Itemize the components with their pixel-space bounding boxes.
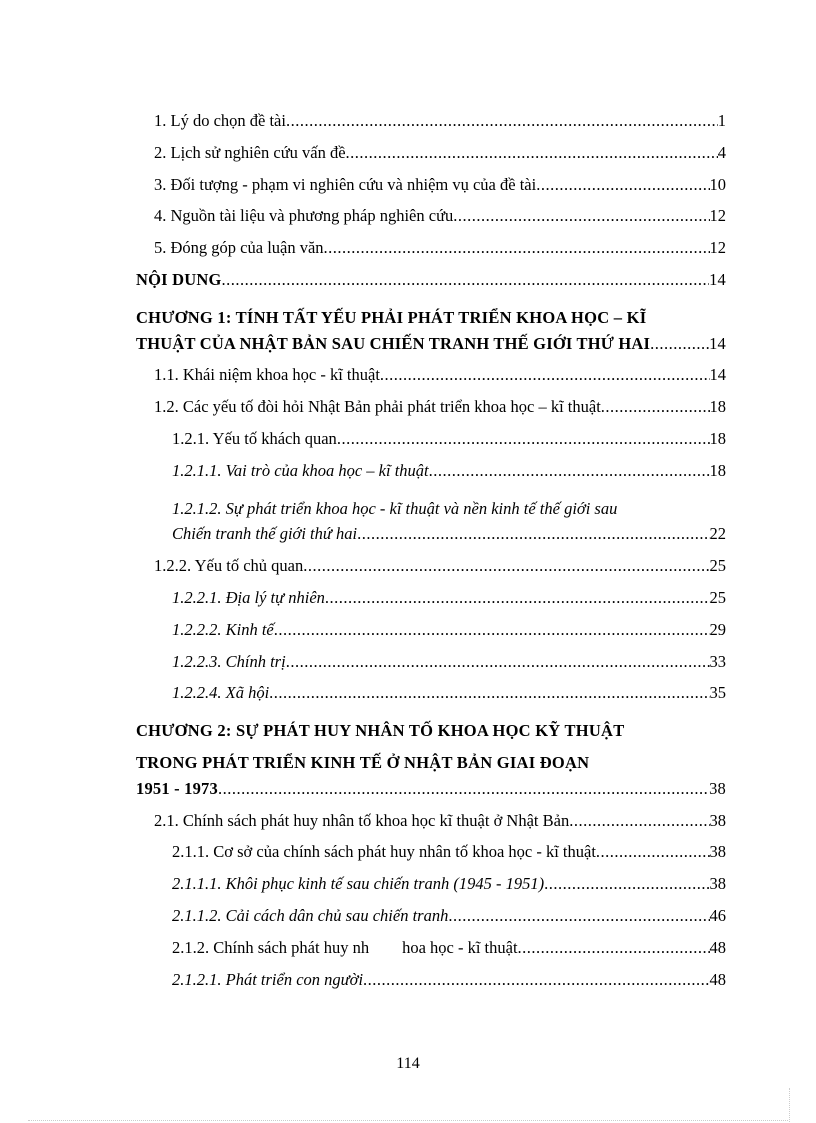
leader-dots xyxy=(650,334,709,354)
toc-entry: 1.2.2. Yếu tố chủ quan ..... 25 xyxy=(136,556,726,588)
toc-page: 18 xyxy=(709,428,726,448)
toc-page: 46 xyxy=(709,905,726,925)
toc-entry: 2.1.1.1. Khôi phục kinh tế sau chiến tranh (1945 - 1951) ..... 38 xyxy=(136,874,726,906)
toc-section-heading: NỘI DUNG ..... 14 xyxy=(136,270,726,302)
leader-dots xyxy=(536,175,709,195)
leader-dots xyxy=(429,461,710,481)
leader-dots xyxy=(221,270,709,290)
chapter-1-title-line-2: THUẬT CỦA NHẬT BẢN SAU CHIẾN TRANH THẾ GIỚI THỨ HAI ..... 14 xyxy=(136,334,726,366)
chapter-1-title-line-1: CHƯƠNG 1: TÍNH TẤT YẾU PHẢI PHÁT TRIỂN KHOA HỌC – KĨ xyxy=(136,307,647,327)
toc-page: 33 xyxy=(709,651,726,671)
toc-entry: 2. Lịch sử nghiên cứu vấn đề ..... 4 xyxy=(136,143,726,175)
toc-page: 48 xyxy=(709,969,726,989)
leader-dots xyxy=(448,906,709,926)
leader-dots xyxy=(324,238,710,258)
leader-dots xyxy=(303,556,709,576)
toc-entry: 1.2.2.3. Chính trị ..... 33 xyxy=(136,652,726,684)
toc-page: 4 xyxy=(717,142,726,162)
toc-page: 29 xyxy=(709,619,726,639)
toc-page: 12 xyxy=(709,206,726,226)
leader-dots xyxy=(269,683,709,703)
page-border-rule xyxy=(28,1120,788,1121)
toc-entry: 1.2.1. Yếu tố khách quan ..... 18 xyxy=(136,429,726,461)
toc-page: 38 xyxy=(709,778,726,798)
toc-entry: 2.1.1. Cơ sở của chính sách phát huy nhân tố khoa học - kĩ thuật ..... 38 xyxy=(136,842,726,874)
leader-dots xyxy=(380,365,710,385)
toc-page: 38 xyxy=(709,810,726,830)
chapter-2-title-line-2: TRONG PHÁT TRIỂN KINH TẾ Ở NHẬT BẢN GIAI ĐOẠN xyxy=(136,752,590,772)
toc-entry: 2.1. Chính sách phát huy nhân tố khoa học kĩ thuật ở Nhật Bản ..... 38 xyxy=(136,811,726,843)
toc-page: 25 xyxy=(709,587,726,607)
leader-dots xyxy=(346,143,718,163)
leader-dots xyxy=(544,874,709,894)
toc-entry: 1.2.2.1. Địa lý tự nhiên ..... 25 xyxy=(136,588,726,620)
leader-dots xyxy=(518,938,710,958)
toc-page: 35 xyxy=(709,683,726,703)
toc-entry: 1.1. Khái niệm khoa học - kĩ thuật ..... 14 xyxy=(136,365,726,397)
leader-dots xyxy=(325,588,710,608)
toc-page: 18 xyxy=(709,397,726,417)
leader-dots xyxy=(569,811,709,831)
leader-dots xyxy=(601,397,710,417)
page-border-rule-vertical xyxy=(789,1088,790,1122)
toc-page: 14 xyxy=(709,269,726,289)
leader-dots xyxy=(218,779,709,799)
toc-page: 1 xyxy=(717,111,726,130)
toc-entry-multiline: 1.2.1.2. Sự phát triển khoa học - kĩ thuật và nền kinh tế thế giới sau xyxy=(172,498,618,518)
toc-entry-continuation: Chiến tranh thế giới thứ hai ..... 22 xyxy=(136,524,726,556)
toc-entry: 2.1.1.2. Cải cách dân chủ sau chiến tranh ..... 46 xyxy=(136,906,726,938)
leader-dots xyxy=(453,206,709,226)
leader-dots xyxy=(286,111,718,131)
toc-page: 18 xyxy=(709,460,726,480)
toc-entry: 2.1.2. Chính sách phát huy nh hoa học - kĩ thuật ..... 48 xyxy=(136,938,726,970)
chapter-2-title-line-1: CHƯƠNG 2: SỰ PHÁT HUY NHÂN TỐ KHOA HỌC KỸ THUẬT xyxy=(136,721,625,741)
leader-dots xyxy=(337,429,710,449)
page-number: 114 xyxy=(396,1055,420,1072)
toc-page: 14 xyxy=(709,333,726,353)
toc-entry: 1. Lý do chọn đề tài ..... 1 xyxy=(136,111,726,143)
toc-page: 22 xyxy=(709,524,726,544)
leader-dots xyxy=(286,652,710,672)
toc-page: 10 xyxy=(709,174,726,194)
toc-entry: 1.2. Các yếu tố đòi hỏi Nhật Bản phải phát triển khoa học – kĩ thuật ..... 18 xyxy=(136,397,726,429)
toc-entry: 1.2.1.1. Vai trò của khoa học – kĩ thuật ..... 18 xyxy=(136,461,726,493)
leader-dots xyxy=(357,524,709,544)
table-of-contents xyxy=(136,111,726,1001)
toc-page: 25 xyxy=(709,556,726,576)
leader-dots xyxy=(596,842,710,862)
toc-page: 12 xyxy=(709,238,726,258)
toc-entry: 2.1.2.1. Phát triển con người ..... 48 xyxy=(136,970,726,1002)
leader-dots xyxy=(363,970,709,990)
leader-dots xyxy=(274,620,710,640)
toc-entry: 1.2.2.2. Kinh tế ..... 29 xyxy=(136,620,726,652)
toc-page: 14 xyxy=(709,365,726,385)
toc-page: 48 xyxy=(709,937,726,957)
toc-entry: 1.2.2.4. Xã hội ..... 35 xyxy=(136,683,726,715)
toc-page: 38 xyxy=(709,874,726,894)
toc-page: 38 xyxy=(709,842,726,862)
chapter-2-title-line-3: 1951 - 1973 ..... 38 xyxy=(136,779,726,811)
toc-entry: 3. Đối tượng - phạm vi nghiên cứu và nhiệm vụ của đề tài ..... 10 xyxy=(136,175,726,207)
toc-entry: 5. Đóng góp của luận văn ..... 12 xyxy=(136,238,726,270)
toc-entry: 4. Nguồn tài liệu và phương pháp nghiên cứu ..... 12 xyxy=(136,206,726,238)
